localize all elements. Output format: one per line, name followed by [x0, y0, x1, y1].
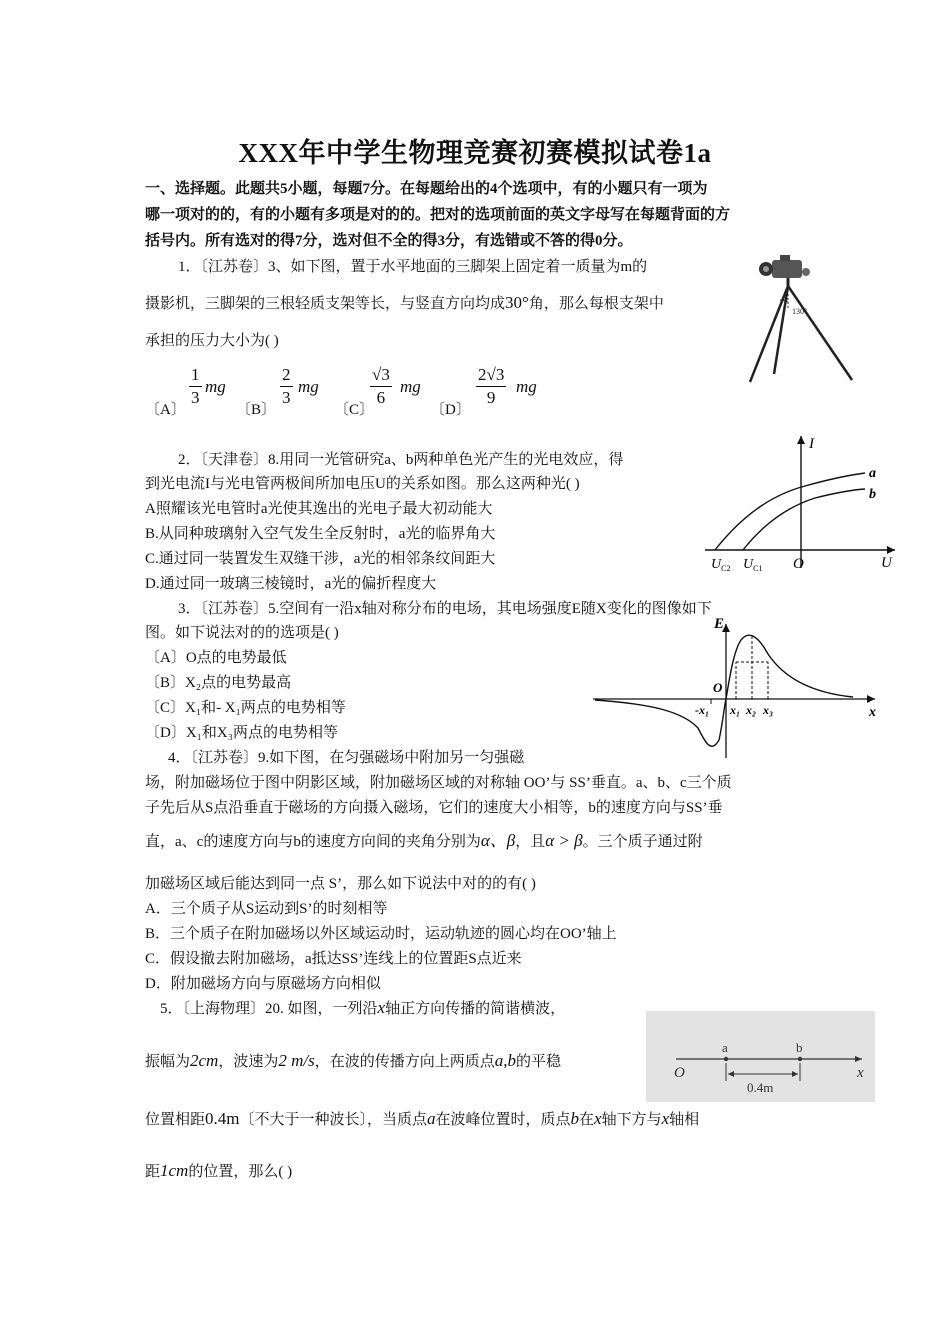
q5-speed: 2 m/s: [278, 1051, 315, 1070]
q5-points-ab: a,b: [494, 1051, 516, 1070]
q1-option-a-unit: mg: [205, 377, 226, 396]
curve-a-label: a: [869, 466, 876, 481]
q4-option-d: D．附加磁场方向与原磁场方向相似: [145, 976, 381, 992]
q4-option-b: B．三个质子在附加磁场以外区域运动时，运动轨迹的圆心均在OO’轴上: [145, 926, 617, 942]
q4-line-5: 加磁场区域后能达到同一点 S’，那么如下说法中对的的有( ): [145, 876, 536, 892]
origin-label: O: [713, 680, 723, 695]
q3-line-1: 3．〔江苏卷〕5.空间有一沿x轴对称分布的电场，其电场强度E随X变化的图像如下: [178, 601, 712, 617]
i-axis-label: I: [809, 436, 814, 452]
section-intro-line-2: 哪一项对的的，有的小题有多项是对的的。把对的选项前面的英文字母写在每题背面的方: [145, 207, 731, 223]
q3-option-d: 〔D〕X₁和X₃两点的电势相等: [145, 725, 338, 741]
q5-line-1: 5．〔上海物理〕20. 如图，一列沿x轴正方向传播的简谐横波，: [160, 998, 566, 1017]
curve-b-label: b: [869, 487, 876, 502]
camera-body-icon: [772, 260, 802, 278]
curve-a: [715, 473, 865, 550]
q3-option-a: 〔A〕O点的电势最低: [145, 650, 287, 666]
q5-x-var: x: [377, 998, 386, 1017]
q4-line-1: 4．〔江苏卷〕9.如下图，在匀强磁场中附加另一匀强磁: [168, 750, 525, 766]
photoelectric-iu-figure: [705, 432, 900, 572]
q1-angle: 30°: [505, 293, 529, 312]
q5-line-4: 距1cm的位置，那么( ): [145, 1161, 293, 1180]
tripod-leg-right: [788, 286, 852, 380]
q5-amplitude: 2cm: [190, 1051, 219, 1070]
tripod-leg-middle: [774, 286, 788, 374]
tripod-angle-label: 130°: [792, 307, 808, 316]
q4-inequality: α > β: [545, 831, 583, 850]
section-intro-line-3: 括号内。所有选对的得7分，选对但不全的得3分，有选错或不答的得0分。: [145, 233, 633, 249]
q5-line-3: 位置相距0.4m〔不大于一种波长〕，当质点a在波峰位置时，质点b在x轴下方与x轴相: [145, 1109, 700, 1128]
q1-option-b-fraction: $\frac{2}{3}$: [282, 365, 291, 407]
origin-label: O: [793, 556, 804, 572]
q1-line-2: 摄影机，三脚架的三根轻质支架等长，与竖直方向均成30°角，那么每根支架中: [145, 293, 664, 312]
point-a-label: a: [722, 1040, 728, 1055]
x1-label: x₁: [730, 703, 741, 717]
e-axis-label: E: [714, 616, 725, 632]
point-b: [798, 1057, 802, 1061]
q1-line-3: 承担的压力大小为( ): [145, 333, 279, 349]
section-intro-line-1: 一、选择题。此题共5小题，每题7分。在每题给出的4个选项中，有的小题只有一项为: [145, 181, 708, 197]
q1-line-1: 1．〔江苏卷〕3、如下图，置于水平地面的三脚架上固定着一质量为m的: [178, 259, 648, 275]
q1-option-c-unit: mg: [400, 377, 421, 396]
q4-line-3: 子先后从S点沿垂直于磁场的方向摄入磁场，它们的速度大小相等，b的速度方向与SS’垂: [145, 800, 723, 816]
q1-option-d-label: 〔D〕: [430, 402, 471, 418]
origin-label: O: [674, 1065, 685, 1081]
point-b-label: b: [796, 1040, 803, 1055]
q5-line-2: 振幅为2cm，波速为2 m/s，在波的传播方向上两质点a,b的平稳: [145, 1051, 562, 1070]
x-axis-label: x: [869, 705, 876, 720]
x-axis-label: x: [857, 1065, 864, 1081]
q2-line-1: 2．〔天津卷〕8.用同一光管研究a、b两种单色光产生的光电效应，得: [178, 452, 624, 468]
q4-line-2: 场，附加磁场位于图中阴影区域，附加磁场区域的对称轴 OO’与 SS’垂直。a、b、c三个质: [145, 775, 732, 791]
q4-alpha-beta: α、β: [480, 831, 516, 850]
q1-option-c-label: 〔C〕: [334, 402, 375, 418]
page-title: XXX年中学生物理竞赛初赛模拟试卷1a: [238, 138, 712, 168]
field-curve-positive: [726, 635, 853, 699]
x3-label: x₃: [763, 703, 774, 717]
uc2-label: $U_{C2}$: [711, 557, 731, 572]
u-axis-label: U: [881, 555, 892, 571]
q1-option-a-fraction: $\frac{1}{3}$: [191, 365, 200, 407]
q5-displacement: 1cm: [160, 1161, 189, 1180]
x2-label: x₂: [746, 703, 757, 717]
neg-x1-label: -x₁: [695, 703, 710, 717]
wave-points-figure: [646, 1011, 875, 1102]
q1-option-b-unit: mg: [298, 377, 319, 396]
q4-option-c: C．假设撤去附加磁场，a抵达SS’连线上的位置距S点近来: [145, 951, 522, 967]
q2-option-b: B.从同种玻璃射入空气发生全反射时，a光的临界角大: [145, 526, 496, 542]
q2-option-d: D.通过同一玻璃三棱镜时，a光的偏折程度大: [145, 576, 437, 592]
tripod-camera-figure: [744, 250, 859, 388]
q5-distance: 0.4m: [205, 1109, 240, 1128]
q3-option-c: 〔C〕X₁和- X₁两点的电势相等: [145, 700, 346, 716]
distance-label: 0.4m: [747, 1080, 774, 1095]
point-a: [724, 1057, 728, 1061]
q1-option-d-unit: mg: [516, 377, 537, 396]
q2-option-a: A照耀该光电管时a光使其逸出的光电子最大初动能大: [145, 501, 493, 517]
q4-line-4: 直，a、c的速度方向与b的速度方向间的夹角分别为α、β，且α > β。三个质子通过附: [145, 831, 703, 850]
q3-option-b: 〔B〕X₂点的电势最高: [145, 675, 292, 691]
q2-line-2: 到光电流I与光电管两极间所加电压U的关系如图。那么这两种光( ): [145, 476, 580, 492]
q1-option-b-label: 〔B〕: [236, 402, 277, 418]
q3-line-2: 图。如下说法对的的选项是( ): [145, 625, 339, 641]
uc1-label: $U_{C1}$: [743, 557, 763, 572]
q1-option-c-fraction: $\frac{√3}{6}$: [372, 365, 390, 407]
q4-option-a: A．三个质子从S运动到S’的时刻相等: [145, 901, 388, 917]
curve-b: [743, 489, 865, 550]
electric-field-ex-figure: [593, 612, 881, 760]
q1-option-a-label: 〔A〕: [145, 402, 186, 418]
q2-option-c: C.通过同一装置发生双缝干涉，a光的相邻条纹间距大: [145, 551, 496, 567]
q1-option-d-fraction: $\frac{2√3}{9}$: [478, 365, 505, 407]
